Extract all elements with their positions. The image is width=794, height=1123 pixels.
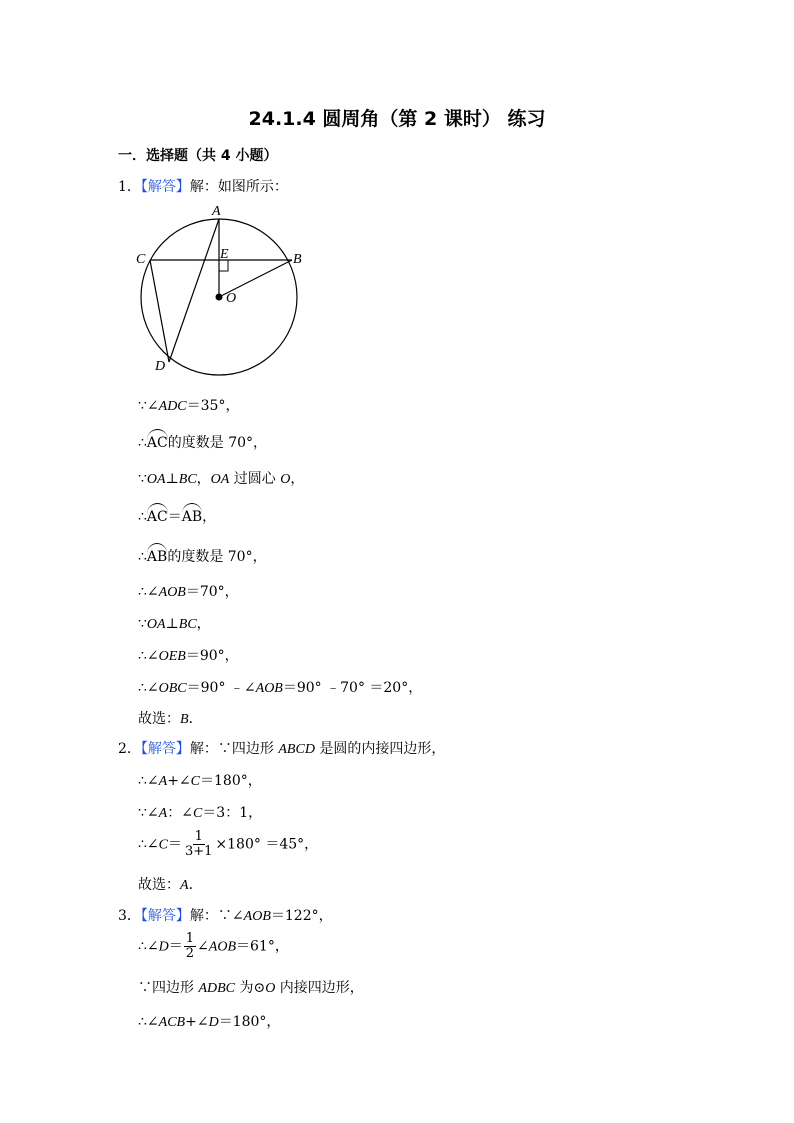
circle-diagram bbox=[130, 200, 310, 380]
q1-line-4: ∴AC＝AB， bbox=[138, 509, 217, 525]
page-title: 24.1.4 圆周角（第 2 课时） 练习 bbox=[248, 108, 546, 130]
q1-line-1: ∵∠ADC＝35°， bbox=[138, 398, 240, 414]
q1-line-2: ∴AC的度数是 70°， bbox=[138, 435, 268, 451]
label-d: D bbox=[155, 359, 166, 374]
q2-line-3: ∴∠C＝ $\frac{1}{3+1}$ ×180° ＝45°， bbox=[138, 829, 319, 859]
q1-number: 1． bbox=[118, 179, 141, 195]
q1-line-9: ∴∠OBC＝90° ﹣∠AOB＝90° ﹣70° ＝20°， bbox=[138, 680, 423, 696]
label-o: O bbox=[226, 291, 237, 306]
q1-line-5: ∴AB的度数是 70°， bbox=[138, 549, 267, 565]
chord-ad bbox=[169, 219, 219, 362]
section-heading: 一．选择题（共 4 小题） bbox=[118, 148, 278, 164]
center-point bbox=[216, 294, 223, 301]
label-b: B bbox=[293, 252, 302, 267]
q1-line-3: ∵OA⊥BC，OA 过圆心 O， bbox=[138, 471, 305, 487]
arc-symbol: AB bbox=[146, 549, 168, 565]
fraction: $\frac{1}{2}$ bbox=[185, 931, 195, 961]
q3-header: 3．【解答】解：∵∠AOB＝122°， bbox=[118, 908, 333, 924]
arc-symbol: AC bbox=[146, 435, 168, 451]
q1-header bbox=[118, 176, 288, 196]
q1-line-7: ∵OA⊥BC， bbox=[138, 616, 211, 632]
label-c: C bbox=[136, 252, 146, 267]
q3-line-2: ∵四边形 ADBC 为⊙O 内接四边形， bbox=[138, 980, 364, 996]
answer-tag: 【解答】 bbox=[140, 741, 190, 757]
answer-tag: 【解答】 bbox=[140, 179, 190, 195]
q1-line-6: ∴∠AOB＝70°， bbox=[138, 584, 239, 600]
label-e: E bbox=[220, 247, 229, 262]
q3-number: 3． bbox=[118, 908, 141, 924]
q3-line-1: ∴∠D＝ $\frac{1}{2}$ ∠AOB＝61°， bbox=[138, 931, 289, 961]
q1-intro: 解：如图所示： bbox=[189, 179, 288, 195]
label-a: A bbox=[212, 204, 221, 219]
fraction: $\frac{1}{3+1}$ bbox=[184, 829, 213, 859]
q2-number: 2． bbox=[118, 741, 141, 757]
q1-answer: 故选：B． bbox=[138, 711, 203, 727]
q2-header: 2．【解答】解：∵四边形 ABCD 是圆的内接四边形， bbox=[118, 741, 446, 757]
arc-symbol: AB bbox=[181, 509, 203, 525]
q2-answer: 故选：A． bbox=[138, 877, 203, 893]
arc-symbol: AC bbox=[146, 509, 168, 525]
q3-line-3: ∴∠ACB+∠D＝180°， bbox=[138, 1014, 281, 1030]
q2-line-2: ∵∠A：∠C＝3：1， bbox=[138, 805, 263, 821]
q1-line-8: ∴∠OEB＝90°， bbox=[138, 648, 239, 664]
answer-tag: 【解答】 bbox=[140, 908, 190, 924]
q2-line-1: ∴∠A+∠C＝180°， bbox=[138, 773, 262, 789]
